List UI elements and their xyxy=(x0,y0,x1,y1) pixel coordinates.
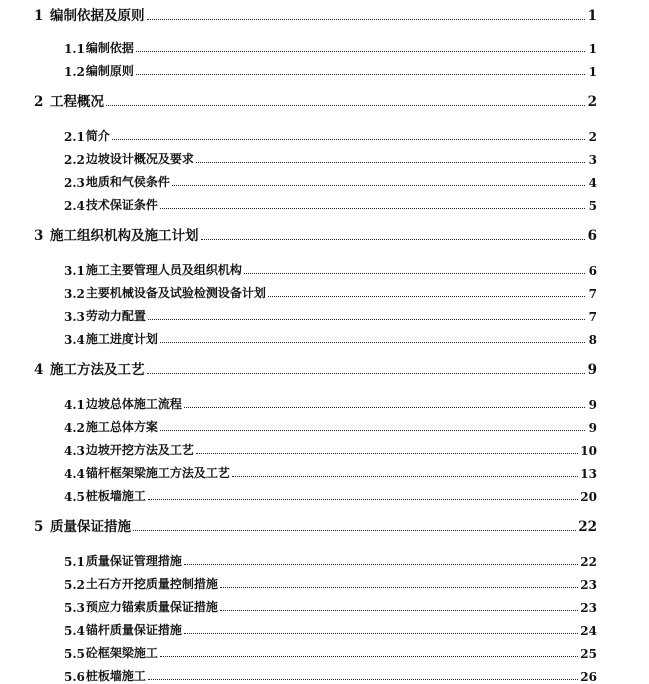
dot-leader xyxy=(244,273,585,274)
dot-leader xyxy=(232,476,578,477)
toc-page-number: 26 xyxy=(580,670,597,684)
toc-page-number: 6 xyxy=(588,264,597,278)
toc-chapter-entry[interactable] xyxy=(34,2,597,24)
toc-entry-num: 4.5 xyxy=(64,490,85,504)
toc-entry-num: 3.4 xyxy=(64,333,85,347)
toc-entry-title: 技术保证条件 xyxy=(85,198,158,212)
dot-leader xyxy=(136,74,585,75)
dot-leader xyxy=(106,105,585,106)
toc-entry-title: 编制依据 xyxy=(85,41,134,55)
dot-leader xyxy=(148,319,585,320)
toc-section-entry[interactable] xyxy=(64,549,597,569)
toc-page-number: 3 xyxy=(588,153,597,167)
dot-leader xyxy=(196,453,578,454)
toc-entry-title: 质量保证措施 xyxy=(50,519,131,535)
dot-leader xyxy=(136,51,585,52)
toc-page-number: 7 xyxy=(588,287,597,301)
toc-entry-num: 2.2 xyxy=(64,153,85,167)
dot-leader xyxy=(184,407,585,408)
toc-entry-title: 预应力锚索质量保证措施 xyxy=(85,600,218,614)
toc-section-entry[interactable] xyxy=(64,595,597,615)
toc-section-entry[interactable] xyxy=(64,461,597,481)
toc-entry-num: 1.1 xyxy=(64,42,85,56)
toc-entry-title: 编制原则 xyxy=(85,64,134,78)
toc-page-number: 1 xyxy=(588,65,597,79)
toc-entry-title: 桩板墙施工 xyxy=(85,489,146,503)
toc-entry-title: 锚杆质量保证措施 xyxy=(85,623,182,637)
toc-entry-title: 主要机械设备及试验检测设备计划 xyxy=(85,286,266,300)
toc-section-entry[interactable] xyxy=(64,36,597,56)
dot-leader xyxy=(160,208,585,209)
toc-page-number: 23 xyxy=(580,578,597,592)
toc-entry-title: 土石方开挖质量控制措施 xyxy=(85,577,218,591)
dot-leader xyxy=(148,499,578,500)
dot-leader xyxy=(160,430,585,431)
toc-section-entry[interactable] xyxy=(64,438,597,458)
dot-leader xyxy=(147,19,586,20)
toc-entry-title: 质量保证管理措施 xyxy=(85,554,182,568)
toc-page-number: 10 xyxy=(580,444,597,458)
toc-entry-title: 编制依据及原则 xyxy=(50,8,145,24)
dot-leader xyxy=(268,296,585,297)
toc-chapter-entry[interactable] xyxy=(34,222,597,244)
toc-section-entry[interactable] xyxy=(64,124,597,144)
toc-entry-title: 劳动力配置 xyxy=(85,309,146,323)
toc-chapter-entry[interactable] xyxy=(34,88,597,110)
toc-entry-title: 桩板墙施工 xyxy=(85,669,146,683)
toc-entry-num: 3.1 xyxy=(64,264,85,278)
dot-leader xyxy=(220,587,578,588)
toc-page-number: 4 xyxy=(588,176,597,190)
toc-entry-title: 地质和气侯条件 xyxy=(85,175,170,189)
toc-page-number: 9 xyxy=(587,362,597,378)
toc-page-number: 13 xyxy=(580,467,597,481)
dot-leader xyxy=(148,679,578,680)
toc-page-number: 8 xyxy=(588,333,597,347)
toc-entry-title: 工程概况 xyxy=(50,94,104,110)
toc-entry-num: 4.4 xyxy=(64,467,85,481)
toc-section-entry[interactable] xyxy=(64,193,597,213)
toc-page-number: 25 xyxy=(580,647,597,661)
toc-entry-num: 5.2 xyxy=(64,578,85,592)
toc-entry-num: 4.1 xyxy=(64,398,85,412)
toc-entry-num: 1.2 xyxy=(64,65,85,79)
toc-entry-num: 5.3 xyxy=(64,601,85,615)
toc-section-entry[interactable] xyxy=(64,59,597,79)
toc-entry-title: 砼框架梁施工 xyxy=(85,646,158,660)
toc-section-entry[interactable] xyxy=(64,664,597,684)
toc-entry-num: 5.4 xyxy=(64,624,85,638)
dot-leader xyxy=(184,564,578,565)
toc-entry-num: 3.2 xyxy=(64,287,85,301)
toc-entry-num: 3.3 xyxy=(64,310,85,324)
toc-page-number: 20 xyxy=(580,490,597,504)
toc-section-entry[interactable] xyxy=(64,572,597,592)
toc-section-entry[interactable] xyxy=(64,170,597,190)
dot-leader xyxy=(112,139,585,140)
toc-section-entry[interactable] xyxy=(64,415,597,435)
toc-page-number: 2 xyxy=(587,94,597,110)
toc-section-entry[interactable] xyxy=(64,147,597,167)
toc-entry-num: 4.2 xyxy=(64,421,85,435)
toc-page-number: 6 xyxy=(587,228,597,244)
dot-leader xyxy=(133,530,576,531)
toc-section-entry[interactable] xyxy=(64,618,597,638)
toc-section-entry[interactable] xyxy=(64,281,597,301)
toc-section-entry[interactable] xyxy=(64,641,597,661)
toc-page-number: 22 xyxy=(578,519,597,535)
toc-section-entry[interactable] xyxy=(64,258,597,278)
dot-leader xyxy=(201,239,586,240)
toc-entry-title: 施工进度计划 xyxy=(85,332,158,346)
toc-page-number: 9 xyxy=(588,398,597,412)
toc-entry-num: 2 xyxy=(34,94,44,110)
toc-section-entry[interactable] xyxy=(64,304,597,324)
toc-entry-title: 边坡设计概况及要求 xyxy=(85,152,194,166)
toc-entry-num: 5.5 xyxy=(64,647,85,661)
toc-entry-title: 施工总体方案 xyxy=(85,420,158,434)
toc-page-number: 2 xyxy=(588,130,597,144)
toc-entry-title: 简介 xyxy=(85,129,110,143)
toc-page-number: 23 xyxy=(580,601,597,615)
toc-entry-title: 边坡开挖方法及工艺 xyxy=(85,443,194,457)
toc-section-entry[interactable] xyxy=(64,327,597,347)
dot-leader xyxy=(160,342,585,343)
toc-chapter-entry[interactable] xyxy=(34,513,597,535)
toc-entry-title: 边坡总体施工流程 xyxy=(85,397,182,411)
dot-leader xyxy=(147,373,586,374)
toc-entry-num: 4 xyxy=(34,362,44,378)
toc-section-entry[interactable] xyxy=(64,484,597,504)
toc-chapter-entry[interactable] xyxy=(34,356,597,378)
toc-entry-title: 施工主要管理人员及组织机构 xyxy=(85,263,242,277)
toc-entry-num: 2.3 xyxy=(64,176,85,190)
dot-leader xyxy=(220,610,578,611)
toc-entry-num: 2.4 xyxy=(64,199,85,213)
toc-entry-title: 施工组织机构及施工计划 xyxy=(50,228,199,244)
toc-page-number: 1 xyxy=(588,42,597,56)
toc-page-number: 7 xyxy=(588,310,597,324)
toc-page-number: 1 xyxy=(587,8,597,24)
toc-section-entry[interactable] xyxy=(64,392,597,412)
dot-leader xyxy=(160,656,578,657)
toc-page-number: 22 xyxy=(580,555,597,569)
dot-leader xyxy=(184,633,578,634)
toc-page-number: 5 xyxy=(588,199,597,213)
toc-entry-title: 锚杆框架梁施工方法及工艺 xyxy=(85,466,230,480)
toc-entry-num: 2.1 xyxy=(64,130,85,144)
toc-entry-num: 4.3 xyxy=(64,444,85,458)
toc-entry-title: 施工方法及工艺 xyxy=(50,362,145,378)
toc-page-number: 24 xyxy=(580,624,597,638)
toc-entry-num: 3 xyxy=(34,228,44,244)
toc-entry-num: 5.1 xyxy=(64,555,85,569)
toc-entry-num: 5.6 xyxy=(64,670,85,684)
dot-leader xyxy=(172,185,585,186)
toc-page-number: 9 xyxy=(588,421,597,435)
toc-entry-num: 5 xyxy=(34,519,44,535)
toc-entry-num: 1 xyxy=(34,8,44,24)
dot-leader xyxy=(196,162,585,163)
